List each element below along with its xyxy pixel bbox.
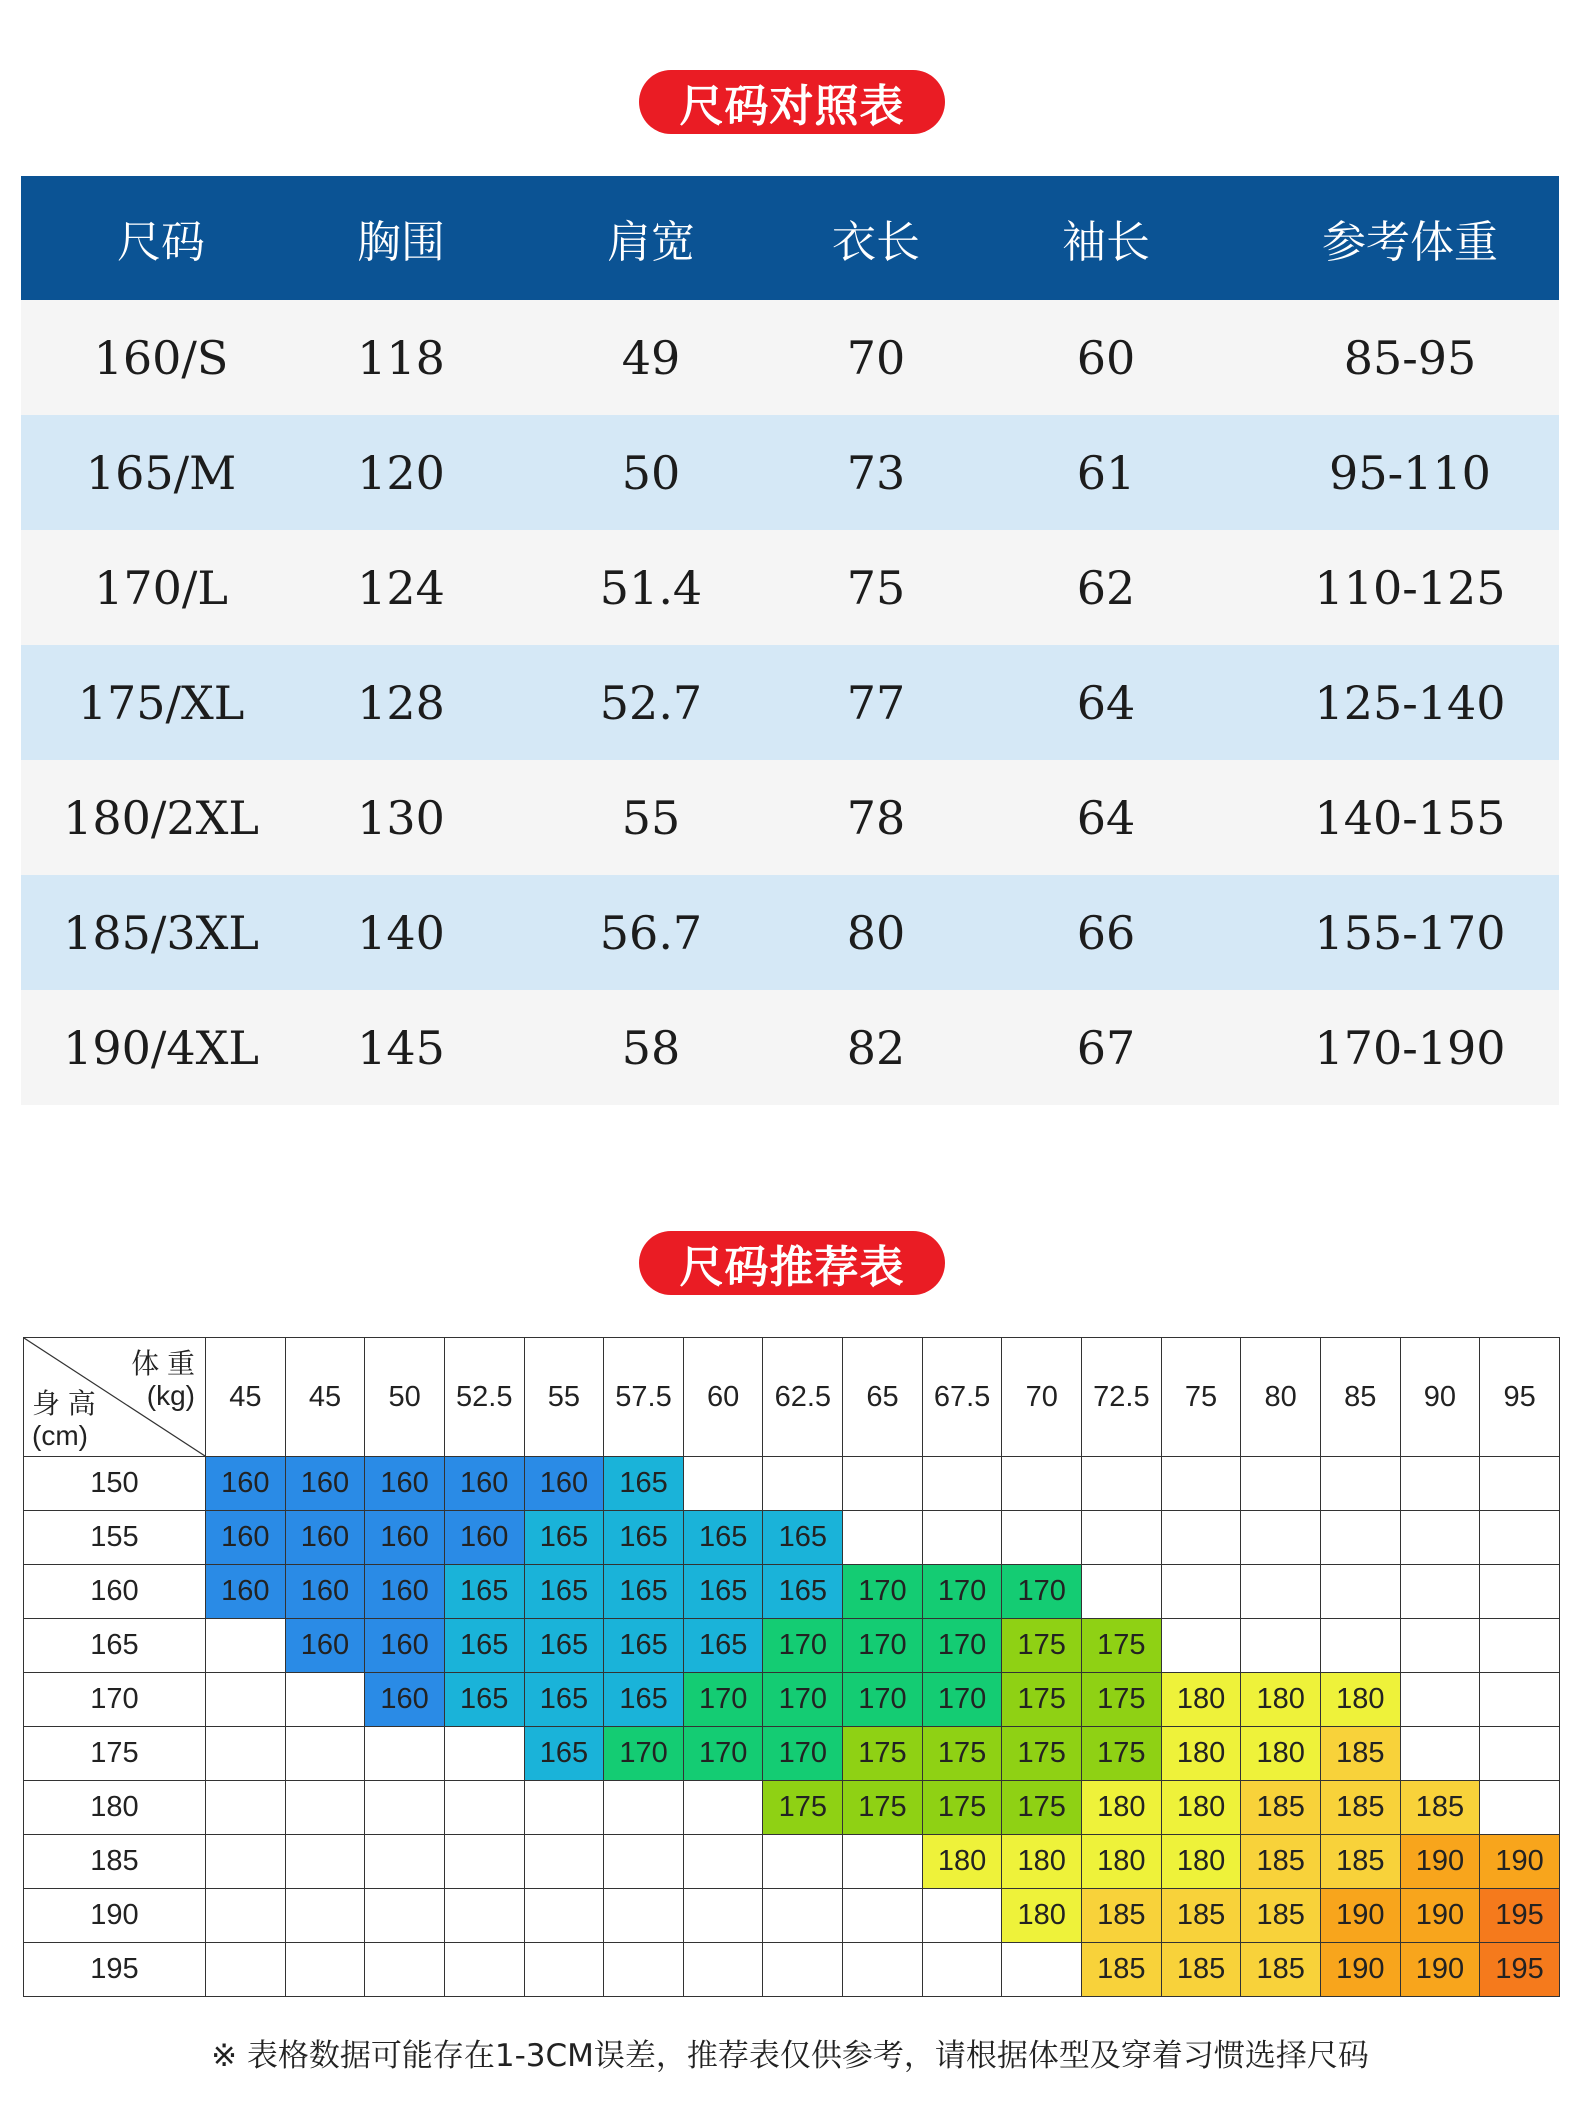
height-label: 身 高 (32, 1388, 96, 1419)
size-cell: 170/L (21, 530, 301, 645)
size-cell: 66 (951, 875, 1261, 990)
recommend-row (24, 1565, 1560, 1619)
recommend-cell (1002, 1457, 1082, 1511)
recommend-cell: 185 (1241, 1835, 1321, 1889)
recommend-cell (763, 1835, 843, 1889)
recommend-cell (444, 1781, 524, 1835)
recommend-cell: 160 (285, 1511, 365, 1565)
weight-header-cell: 70 (1002, 1338, 1082, 1457)
recommend-cell (1400, 1565, 1480, 1619)
recommend-cell (1480, 1673, 1560, 1727)
recommend-chart-title: 尺码推荐表 (639, 1231, 945, 1295)
recommend-cell: 165 (444, 1565, 524, 1619)
recommend-cell (365, 1889, 445, 1943)
recommend-cell (524, 1889, 604, 1943)
size-cell: 124 (301, 530, 501, 645)
recommend-row (24, 1457, 1560, 1511)
size-cell: 78 (801, 760, 951, 875)
weight-header-cell: 67.5 (922, 1338, 1002, 1457)
recommend-cell (843, 1835, 923, 1889)
size-row (21, 990, 1559, 1105)
recommend-cell (604, 1835, 684, 1889)
size-cell: 110-125 (1261, 530, 1559, 645)
size-cell: 70 (801, 300, 951, 415)
size-row (21, 530, 1559, 645)
recommend-cell: 160 (285, 1619, 365, 1673)
recommend-cell (1161, 1511, 1241, 1565)
recommend-cell: 165 (604, 1619, 684, 1673)
size-header-cell: 参考体重 (1261, 176, 1559, 300)
height-header-cell: 160 (24, 1565, 206, 1619)
recommend-cell (922, 1511, 1002, 1565)
recommend-cell: 175 (1002, 1781, 1082, 1835)
recommend-cell: 185 (1320, 1727, 1400, 1781)
size-cell: 50 (501, 415, 801, 530)
recommend-cell: 165 (524, 1673, 604, 1727)
recommend-cell (683, 1835, 763, 1889)
recommend-cell (1320, 1511, 1400, 1565)
size-cell: 95-110 (1261, 415, 1559, 530)
recommend-cell: 175 (843, 1781, 923, 1835)
weight-header-cell: 80 (1241, 1338, 1321, 1457)
recommend-cell (1002, 1943, 1082, 1997)
size-cell: 145 (301, 990, 501, 1105)
recommend-cell: 185 (1241, 1781, 1321, 1835)
recommend-cell (843, 1943, 923, 1997)
recommend-cell: 170 (922, 1565, 1002, 1619)
recommend-row (24, 1727, 1560, 1781)
recommend-cell: 170 (843, 1673, 923, 1727)
weight-header-cell: 65 (843, 1338, 923, 1457)
recommend-cell (843, 1457, 923, 1511)
recommend-cell: 170 (843, 1619, 923, 1673)
recommend-cell: 185 (1400, 1781, 1480, 1835)
recommend-cell (1241, 1619, 1321, 1673)
size-cell: 180/2XL (21, 760, 301, 875)
recommend-cell (206, 1619, 286, 1673)
recommend-cell: 165 (604, 1511, 684, 1565)
size-cell: 80 (801, 875, 951, 990)
recommend-cell: 170 (922, 1673, 1002, 1727)
weight-header-cell: 45 (206, 1338, 286, 1457)
recommend-cell: 185 (1082, 1889, 1162, 1943)
recommend-cell (1161, 1619, 1241, 1673)
recommend-cell (1480, 1511, 1560, 1565)
size-cell: 64 (951, 645, 1261, 760)
recommend-cell (1480, 1457, 1560, 1511)
recommend-cell: 190 (1400, 1943, 1480, 1997)
recommend-row (24, 1619, 1560, 1673)
size-cell: 155-170 (1261, 875, 1559, 990)
recommend-cell (1320, 1619, 1400, 1673)
size-header-cell: 袖长 (951, 176, 1261, 300)
height-header-cell: 155 (24, 1511, 206, 1565)
size-cell: 73 (801, 415, 951, 530)
weight-header-cell: 72.5 (1082, 1338, 1162, 1457)
recommend-cell: 160 (524, 1457, 604, 1511)
size-cell: 185/3XL (21, 875, 301, 990)
recommend-cell: 180 (1002, 1889, 1082, 1943)
recommend-cell: 170 (604, 1727, 684, 1781)
recommend-cell (1480, 1781, 1560, 1835)
recommend-cell: 185 (1161, 1889, 1241, 1943)
recommend-cell (206, 1673, 286, 1727)
weight-header-cell: 95 (1480, 1338, 1560, 1457)
recommend-cell: 190 (1400, 1835, 1480, 1889)
recommend-cell (1480, 1727, 1560, 1781)
recommend-cell (1241, 1565, 1321, 1619)
recommend-cell (683, 1781, 763, 1835)
recommend-cell: 160 (365, 1457, 445, 1511)
recommend-cell (206, 1835, 286, 1889)
size-cell: 130 (301, 760, 501, 875)
size-cell: 175/XL (21, 645, 301, 760)
weight-header-cell: 55 (524, 1338, 604, 1457)
recommend-cell: 175 (922, 1727, 1002, 1781)
size-cell: 82 (801, 990, 951, 1105)
weight-header-cell: 85 (1320, 1338, 1400, 1457)
weight-header-cell: 90 (1400, 1338, 1480, 1457)
recommend-cell: 190 (1320, 1889, 1400, 1943)
size-cell: 60 (951, 300, 1261, 415)
size-cell: 64 (951, 760, 1261, 875)
size-cell: 51.4 (501, 530, 801, 645)
recommend-cell (1400, 1727, 1480, 1781)
recommend-cell: 185 (1241, 1943, 1321, 1997)
weight-header-cell: 57.5 (604, 1338, 684, 1457)
recommend-row (24, 1889, 1560, 1943)
recommend-cell (763, 1943, 843, 1997)
recommend-cell: 160 (365, 1565, 445, 1619)
recommend-cell: 165 (683, 1565, 763, 1619)
recommend-row (24, 1511, 1560, 1565)
recommend-cell (1082, 1565, 1162, 1619)
recommend-cell: 185 (1082, 1943, 1162, 1997)
recommend-cell (604, 1781, 684, 1835)
recommend-cell: 175 (1002, 1673, 1082, 1727)
recommend-cell: 180 (1002, 1835, 1082, 1889)
recommend-cell (683, 1889, 763, 1943)
size-row (21, 415, 1559, 530)
recommend-cell (922, 1889, 1002, 1943)
recommend-cell (1480, 1565, 1560, 1619)
recommend-cell: 160 (365, 1619, 445, 1673)
size-cell: 49 (501, 300, 801, 415)
recommend-cell (604, 1943, 684, 1997)
recommend-cell (1241, 1457, 1321, 1511)
size-row (21, 300, 1559, 415)
recommend-cell: 165 (444, 1619, 524, 1673)
recommend-cell: 185 (1241, 1889, 1321, 1943)
recommend-cell (365, 1781, 445, 1835)
recommend-cell (1400, 1673, 1480, 1727)
recommend-row (24, 1673, 1560, 1727)
corner-height-label (32, 1388, 96, 1452)
recommend-cell: 180 (1320, 1673, 1400, 1727)
recommend-cell: 165 (524, 1511, 604, 1565)
recommend-row (24, 1781, 1560, 1835)
recommend-cell: 165 (524, 1565, 604, 1619)
recommend-cell (285, 1673, 365, 1727)
recommend-cell: 175 (1082, 1619, 1162, 1673)
weight-header-cell: 75 (1161, 1338, 1241, 1457)
recommend-cell (524, 1943, 604, 1997)
height-unit: (cm) (32, 1420, 88, 1451)
size-cell: 77 (801, 645, 951, 760)
recommend-cell (206, 1943, 286, 1997)
recommend-cell: 160 (206, 1457, 286, 1511)
corner-weight-label (131, 1348, 195, 1412)
recommend-cell: 160 (206, 1565, 286, 1619)
weight-label: 体 重 (131, 1348, 195, 1379)
size-cell: 58 (501, 990, 801, 1105)
size-cell: 140 (301, 875, 501, 990)
size-cell: 75 (801, 530, 951, 645)
size-cell: 190/4XL (21, 990, 301, 1105)
recommend-cell (922, 1457, 1002, 1511)
recommend-cell (1241, 1511, 1321, 1565)
recommend-cell (285, 1889, 365, 1943)
recommend-cell (1082, 1511, 1162, 1565)
recommend-cell: 175 (1082, 1673, 1162, 1727)
recommend-cell: 180 (1161, 1781, 1241, 1835)
recommend-cell: 170 (763, 1727, 843, 1781)
size-cell: 160/S (21, 300, 301, 415)
size-cell: 140-155 (1261, 760, 1559, 875)
weight-header-cell: 45 (285, 1338, 365, 1457)
recommend-cell: 160 (444, 1511, 524, 1565)
recommend-cell: 175 (1082, 1727, 1162, 1781)
recommend-cell: 190 (1480, 1835, 1560, 1889)
recommend-cell: 165 (444, 1673, 524, 1727)
size-row (21, 875, 1559, 990)
corner-header (24, 1338, 206, 1457)
size-header-cell: 肩宽 (501, 176, 801, 300)
recommend-cell: 165 (604, 1565, 684, 1619)
height-header-cell: 170 (24, 1673, 206, 1727)
recommend-cell: 175 (843, 1727, 923, 1781)
recommend-cell: 190 (1400, 1889, 1480, 1943)
recommend-cell (285, 1943, 365, 1997)
recommend-cell: 180 (1082, 1781, 1162, 1835)
recommend-cell: 185 (1320, 1781, 1400, 1835)
recommend-chart-table (23, 1337, 1560, 1997)
footnote: ※ 表格数据可能存在1-3CM误差，推荐表仅供参考，请根据体型及穿着习惯选择尺码 (211, 2038, 1369, 2074)
recommend-cell (1161, 1565, 1241, 1619)
recommend-cell: 190 (1320, 1943, 1400, 1997)
recommend-cell: 180 (1161, 1835, 1241, 1889)
height-header-cell: 185 (24, 1835, 206, 1889)
size-header-cell: 胸围 (301, 176, 501, 300)
recommend-cell: 180 (1241, 1727, 1321, 1781)
size-chart-table (21, 176, 1559, 1105)
size-chart-title: 尺码对照表 (639, 70, 945, 134)
recommend-cell: 170 (683, 1727, 763, 1781)
size-cell: 118 (301, 300, 501, 415)
recommend-cell (922, 1943, 1002, 1997)
size-cell: 67 (951, 990, 1261, 1105)
recommend-cell: 175 (922, 1781, 1002, 1835)
recommend-cell: 180 (922, 1835, 1002, 1889)
size-cell: 120 (301, 415, 501, 530)
recommend-cell (524, 1781, 604, 1835)
recommend-cell (524, 1835, 604, 1889)
recommend-cell (1320, 1565, 1400, 1619)
recommend-cell (285, 1727, 365, 1781)
recommend-cell (365, 1943, 445, 1997)
recommend-cell (1400, 1511, 1480, 1565)
recommend-cell: 165 (763, 1511, 843, 1565)
recommend-cell: 170 (1002, 1565, 1082, 1619)
recommend-cell: 165 (683, 1619, 763, 1673)
recommend-cell: 165 (524, 1727, 604, 1781)
size-cell: 52.7 (501, 645, 801, 760)
height-header-cell: 190 (24, 1889, 206, 1943)
size-header-cell: 衣长 (801, 176, 951, 300)
recommend-cell: 170 (843, 1565, 923, 1619)
size-cell: 85-95 (1261, 300, 1559, 415)
recommend-cell: 180 (1161, 1673, 1241, 1727)
recommend-cell (444, 1727, 524, 1781)
recommend-cell (1480, 1619, 1560, 1673)
recommend-cell (285, 1835, 365, 1889)
recommend-cell: 175 (763, 1781, 843, 1835)
recommend-cell (1400, 1457, 1480, 1511)
recommend-cell (444, 1889, 524, 1943)
recommend-cell: 160 (365, 1511, 445, 1565)
weight-header-cell: 50 (365, 1338, 445, 1457)
recommend-cell: 165 (604, 1457, 684, 1511)
recommend-cell (1400, 1619, 1480, 1673)
recommend-cell (365, 1835, 445, 1889)
size-cell: 61 (951, 415, 1261, 530)
recommend-row (24, 1943, 1560, 1997)
recommend-cell: 160 (285, 1457, 365, 1511)
recommend-cell (444, 1835, 524, 1889)
recommend-row (24, 1835, 1560, 1889)
recommend-cell (206, 1889, 286, 1943)
size-header-cell: 尺码 (21, 176, 301, 300)
size-cell: 62 (951, 530, 1261, 645)
recommend-cell: 185 (1320, 1835, 1400, 1889)
recommend-cell: 170 (683, 1673, 763, 1727)
recommend-cell: 160 (365, 1673, 445, 1727)
weight-unit: (kg) (146, 1380, 195, 1411)
recommend-cell (683, 1457, 763, 1511)
recommend-cell: 180 (1161, 1727, 1241, 1781)
height-header-cell: 175 (24, 1727, 206, 1781)
recommend-cell: 180 (1082, 1835, 1162, 1889)
size-row (21, 760, 1559, 875)
recommend-cell: 185 (1161, 1943, 1241, 1997)
height-header-cell: 195 (24, 1943, 206, 1997)
recommend-cell (444, 1943, 524, 1997)
recommend-cell (683, 1943, 763, 1997)
recommend-cell: 160 (206, 1511, 286, 1565)
weight-header-cell: 62.5 (763, 1338, 843, 1457)
recommend-cell: 180 (1241, 1673, 1321, 1727)
recommend-cell: 165 (604, 1673, 684, 1727)
recommend-cell (843, 1889, 923, 1943)
recommend-cell (206, 1781, 286, 1835)
recommend-cell: 170 (922, 1619, 1002, 1673)
recommend-cell: 160 (444, 1457, 524, 1511)
height-header-cell: 165 (24, 1619, 206, 1673)
recommend-cell (1161, 1457, 1241, 1511)
recommend-cell (285, 1781, 365, 1835)
recommend-cell: 175 (1002, 1619, 1082, 1673)
recommend-cell: 195 (1480, 1889, 1560, 1943)
size-row (21, 645, 1559, 760)
size-cell: 165/M (21, 415, 301, 530)
recommend-cell (604, 1889, 684, 1943)
recommend-cell: 165 (763, 1565, 843, 1619)
recommend-cell (1002, 1511, 1082, 1565)
size-cell: 56.7 (501, 875, 801, 990)
weight-header-cell: 60 (683, 1338, 763, 1457)
recommend-cell (206, 1727, 286, 1781)
size-cell: 125-140 (1261, 645, 1559, 760)
recommend-cell (1320, 1457, 1400, 1511)
recommend-cell: 160 (285, 1565, 365, 1619)
size-cell: 128 (301, 645, 501, 760)
recommend-cell: 175 (1002, 1727, 1082, 1781)
size-cell: 170-190 (1261, 990, 1559, 1105)
recommend-cell: 170 (763, 1673, 843, 1727)
recommend-cell (843, 1511, 923, 1565)
recommend-cell (763, 1457, 843, 1511)
recommend-cell: 165 (683, 1511, 763, 1565)
height-header-cell: 180 (24, 1781, 206, 1835)
height-header-cell: 150 (24, 1457, 206, 1511)
recommend-cell: 195 (1480, 1943, 1560, 1997)
recommend-cell (763, 1889, 843, 1943)
recommend-cell: 170 (763, 1619, 843, 1673)
size-cell: 55 (501, 760, 801, 875)
weight-header-cell: 52.5 (444, 1338, 524, 1457)
recommend-cell: 165 (524, 1619, 604, 1673)
recommend-cell (1082, 1457, 1162, 1511)
recommend-cell (365, 1727, 445, 1781)
